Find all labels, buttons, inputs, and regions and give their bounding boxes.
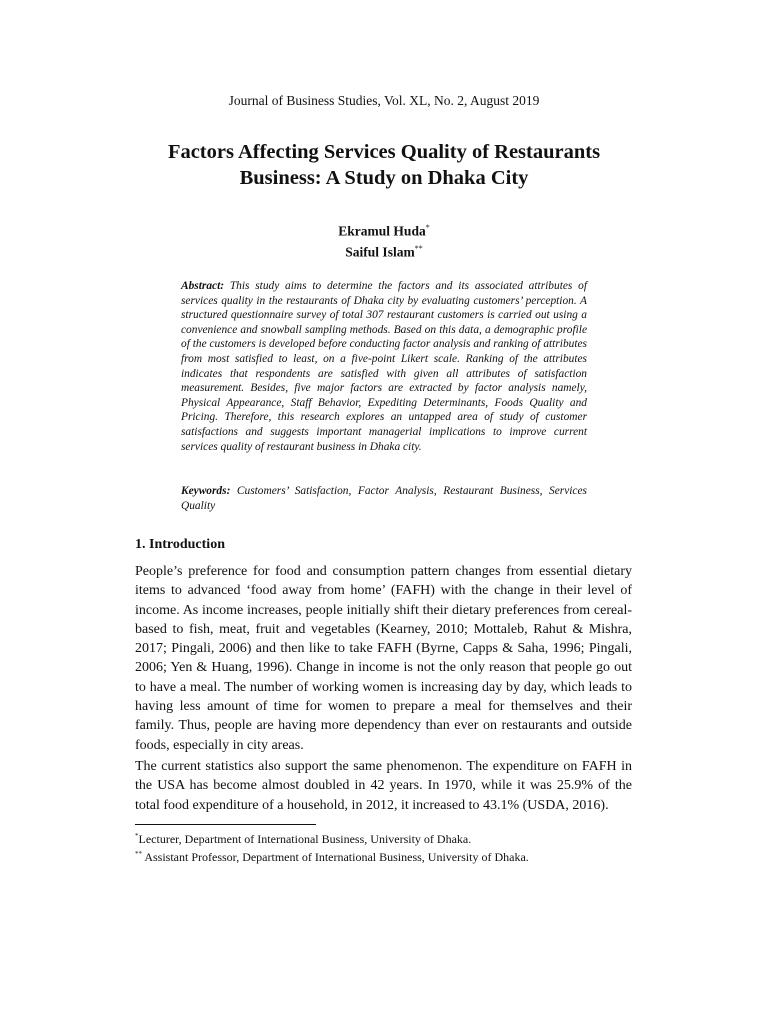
- author-footnote-mark: *: [425, 223, 430, 232]
- body-paragraph: The current statistics also support the same phenomenon. The expenditure on FAFH in the USA has become almost doubled in 42 years. In 1970, while it was 25.9% of the total food expenditure of a household, in 2012, it increased to 43.1% (USDA, 2016).: [135, 759, 632, 813]
- journal-header: Journal of Business Studies, Vol. XL, No. 2, August 2019: [228, 93, 540, 108]
- author-name: Ekramul Huda: [338, 223, 426, 239]
- footnote-divider: [135, 824, 316, 825]
- footnote-mark: *: [135, 832, 139, 840]
- footnotes: [135, 829, 632, 865]
- author: [0, 240, 768, 261]
- abstract: [181, 279, 587, 454]
- author-list: [0, 219, 768, 260]
- paper-title: Factors Affecting Services Quality of Restaurants Business: A Study on Dhaka City: [167, 141, 601, 189]
- abstract-text: This study aims to determine the factors and its associated attributes of services quality in the restaurants of Dhaka city by evaluating customers’ perception. A structured questionnaire survey of total 307 restaurant customers is carried out using a convenience and snowball sampling methods. Based on this data, a demographic profile of the customers is developed before conducting factor analysis and ranking of attributes from most satisfied to least, on a five-point Likert scale. Ranking of the attributes indicates that respondents are satisfied with given all attributes of satisfaction measurement. Besides, five major factors are extracted by factor analysis namely, Physical Appearance, Staff Behavior, Expediting Determinants, Foods Quality and Pricing. Therefore, this research explores an untapped area of study of customer satisfactions and suggests important managerial implications to improve current services quality of restaurant business in Dhaka city.: [181, 280, 587, 453]
- section-heading: 1. Introduction: [135, 537, 225, 552]
- abstract-label: Abstract:: [181, 280, 225, 292]
- footnote-text: Assistant Professor, Department of International Business, University of Dhaka.: [142, 850, 529, 864]
- footnote-text: Lecturer, Department of International Business, University of Dhaka.: [138, 832, 472, 846]
- author-footnote-mark: **: [414, 243, 423, 253]
- author-name: Saiful Islam: [345, 244, 415, 259]
- body-paragraph: People’s preference for food and consumption pattern changes from essential dietary items to advanced ‘food away from home’ (FAFH) with the change in their level of income. As income increases, people initially shift their dietary preferences from cereal-based to fish, meat, fruit and vegetables (Kearney, 2010; Mottaleb, Rahut & Mishra, 2017; Pingali, 2006) and then like to take FAFH (Byrne, Capps & Saha, 1996; Pingali, 2006; Yen & Huang, 1996). Change in income is not the only reason that people go out to have a meal. The number of working women is increasing day by day, which leads to having less amount of time for women to prepare a meal for themselves and their family. Thus, people are having more dependency than ever on restaurants and outside foods, especially in city areas.: [135, 564, 632, 753]
- footnote-mark: **: [135, 850, 142, 858]
- keywords: [181, 484, 587, 513]
- footnote: [135, 829, 632, 847]
- footnote: [135, 847, 632, 865]
- keywords-label: Keywords:: [181, 485, 231, 497]
- author: [0, 219, 768, 240]
- keywords-text: Customers’ Satisfaction, Factor Analysis, Restaurant Business, Services Quality: [181, 485, 587, 512]
